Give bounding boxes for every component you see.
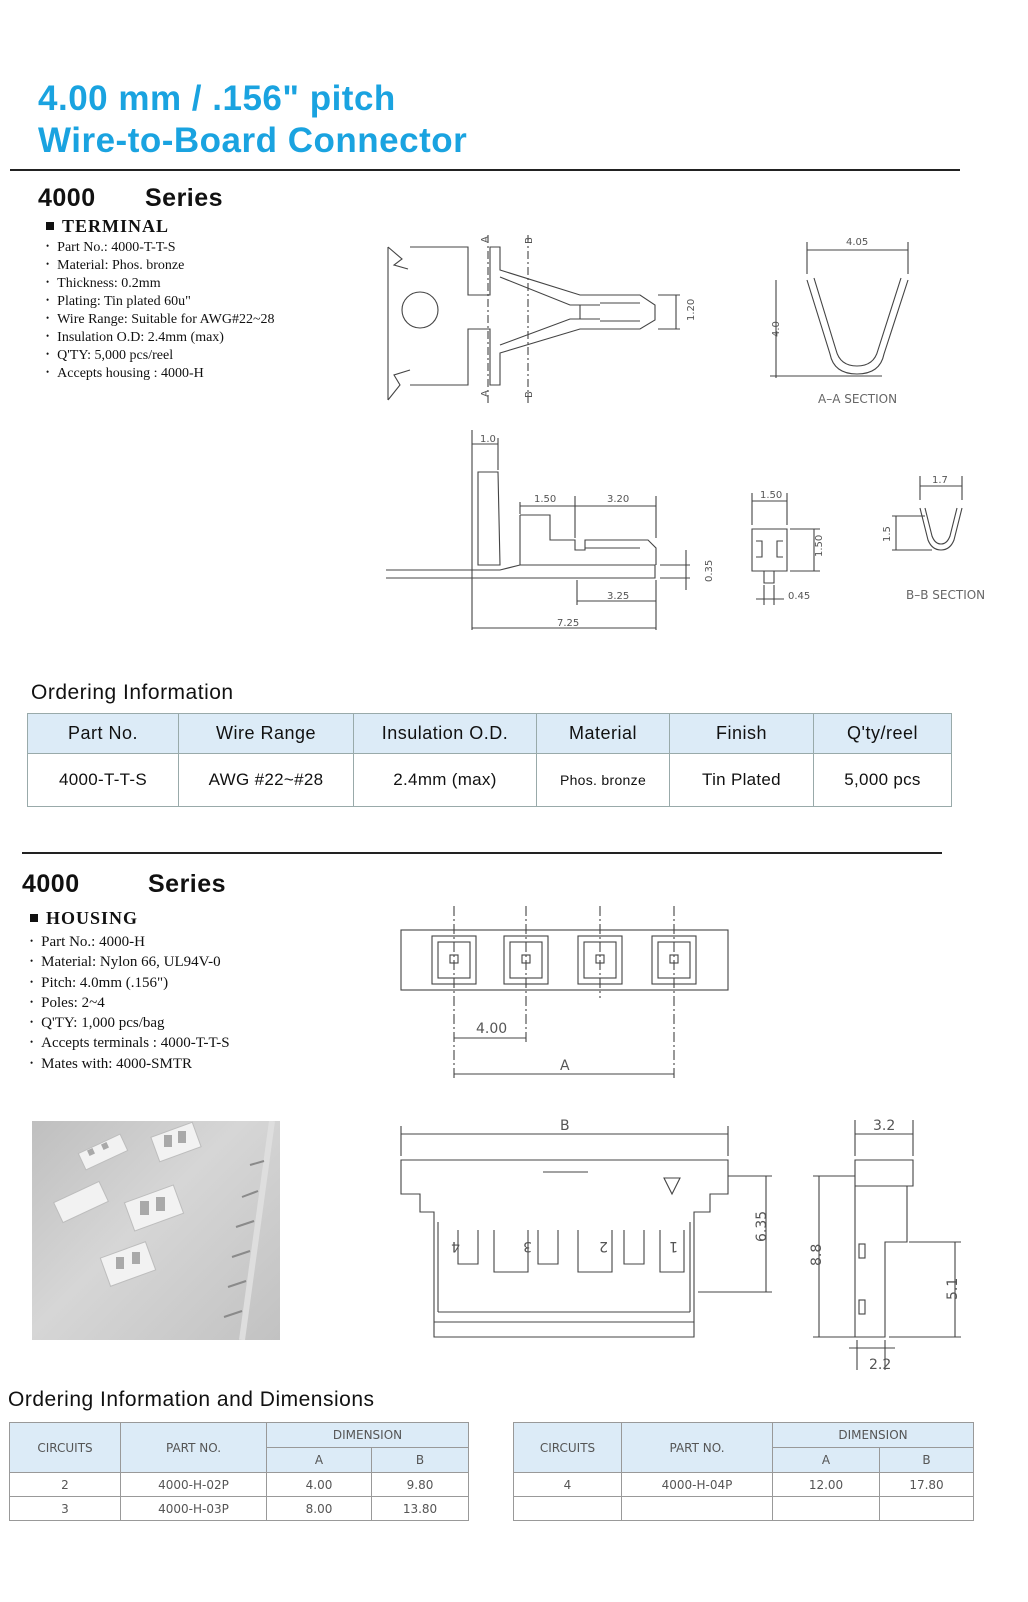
header-divider (10, 169, 960, 171)
dim-5-1-label: 5.1 (945, 1277, 961, 1300)
spec-item: • Mates with: 4000-SMTR (30, 1055, 230, 1075)
dim-1-50-label: 1.50 (534, 494, 557, 505)
aa-height-label: 4.0 (771, 321, 782, 337)
header-part-no: PART NO. (622, 1423, 773, 1473)
header-b: B (880, 1448, 974, 1473)
housing-spec-list (30, 933, 230, 1075)
header-circuits: CIRCUITS (10, 1423, 121, 1473)
housing-series-heading (22, 870, 226, 899)
header-finish: Finish (670, 714, 814, 754)
terminal-side-view-drawing (380, 430, 720, 635)
bullet-square-icon (46, 222, 54, 230)
spec-item: • Accepts housing : 4000-H (46, 365, 275, 383)
page-title (38, 78, 467, 162)
series-word: Series (148, 870, 227, 898)
end-view-1-50-top-label: 1.50 (760, 490, 783, 501)
terminal-spec-list (46, 239, 275, 383)
end-view-0-45-label: 0.45 (788, 591, 811, 602)
dim-1-0-label: 1.0 (480, 434, 496, 445)
dim-6-35-label: 6.35 (754, 1210, 770, 1242)
cell-circuits: 3 (10, 1497, 121, 1521)
series-number: 4000 (38, 184, 96, 212)
header-part-no: Part No. (28, 714, 179, 754)
table-row (10, 1473, 469, 1497)
header-dimension: DIMENSION (773, 1423, 974, 1448)
header-material: Material (537, 714, 670, 754)
aa-caption: A–A SECTION (818, 392, 898, 406)
bullet-square-icon (30, 914, 38, 922)
header-dimension: DIMENSION (267, 1423, 469, 1448)
spec-item: • Poles: 2~4 (30, 994, 230, 1014)
bb-caption: B–B SECTION (906, 588, 986, 602)
pin-2-label: 2 (599, 1238, 608, 1254)
dim-3-25-label: 3.25 (607, 591, 630, 602)
connector-photo-image (32, 1121, 280, 1340)
dim-7-25-label: 7.25 (557, 618, 580, 629)
terminal-top-view-drawing (380, 225, 710, 410)
spec-item: • Q'TY: 5,000 pcs/reel (46, 347, 275, 365)
aa-width-label: 4.05 (846, 237, 869, 248)
product-photo (32, 1121, 280, 1340)
spec-item: • Part No.: 4000-H (30, 933, 230, 953)
housing-heading-label: HOUSING (46, 908, 139, 928)
cell-circuits: 4 (514, 1473, 622, 1497)
header-a: A (773, 1448, 880, 1473)
terminal-heading-label: TERMINAL (62, 216, 170, 236)
spec-item: • Insulation O.D: 2.4mm (max) (46, 329, 275, 347)
header-b: B (372, 1448, 469, 1473)
spec-item: • Q'TY: 1,000 pcs/bag (30, 1014, 230, 1034)
spec-item: • Material: Phos. bronze (46, 257, 275, 275)
section-b-top-label: B (524, 237, 535, 244)
pin-3-label: 3 (523, 1238, 532, 1254)
cell-a (773, 1497, 880, 1521)
end-view-1-50-right-label: 1.50 (814, 534, 825, 557)
header-insulation: Insulation O.D. (354, 714, 537, 754)
pin-4-label: 4 (451, 1238, 460, 1254)
section-a-bottom-label: A (480, 390, 491, 397)
pin-1-label: 1 (669, 1238, 678, 1254)
bb-1-7-label: 1.7 (932, 475, 948, 486)
housing-subheading (30, 908, 138, 929)
title-line-1: 4.00 mm / .156" pitch (38, 79, 396, 118)
ordering-title: Ordering Information (31, 681, 234, 704)
bb-1-5-label: 1.5 (882, 526, 893, 542)
pitch-4-00-label: 4.00 (476, 1021, 508, 1037)
cell-finish: Tin Plated (670, 754, 814, 807)
cell-part-no: 4000-H-02P (121, 1473, 267, 1497)
dim-1-20-label: 1.20 (686, 298, 697, 321)
terminal-series-heading (38, 184, 223, 213)
table-row (10, 1497, 469, 1521)
table-row (514, 1497, 974, 1521)
spec-item: • Pitch: 4.0mm (.156") (30, 974, 230, 994)
cell-a: 8.00 (267, 1497, 372, 1521)
cell-part-no: 4000-T-T-S (28, 754, 179, 807)
section-a-top-label: A (480, 236, 491, 243)
series-word: Series (145, 184, 224, 212)
cell-part-no: 4000-H-03P (121, 1497, 267, 1521)
dim-3-20-label: 3.20 (607, 494, 630, 505)
cell-circuits (514, 1497, 622, 1521)
cell-part-no (622, 1497, 773, 1521)
header-wire-range: Wire Range (179, 714, 354, 754)
dimensions-title: Ordering Information and Dimensions (8, 1388, 375, 1411)
title-line-2: Wire-to-Board Connector (38, 121, 468, 160)
ordering-table (27, 713, 952, 807)
spec-item: • Thickness: 0.2mm (46, 275, 275, 293)
section-b-bottom-label: B (524, 391, 535, 398)
spec-item: • Plating: Tin plated 60u" (46, 293, 275, 311)
spec-item: • Wire Range: Suitable for AWG#22~28 (46, 311, 275, 329)
dim-b-label: B (560, 1118, 570, 1134)
terminal-end-view-drawing (740, 485, 850, 610)
housing-side-view-drawing (805, 1112, 975, 1372)
cell-b: 13.80 (372, 1497, 469, 1521)
cell-a: 4.00 (267, 1473, 372, 1497)
section-divider (22, 852, 942, 854)
spec-item: • Material: Nylon 66, UL94V-0 (30, 953, 230, 973)
cell-material: Phos. bronze (537, 754, 670, 807)
cell-b: 17.80 (880, 1473, 974, 1497)
dim-3-2-label: 3.2 (873, 1118, 896, 1134)
dim-2-2-label: 2.2 (869, 1357, 892, 1373)
cell-qty: 5,000 pcs (814, 754, 952, 807)
terminal-subheading (46, 216, 169, 237)
housing-front-view-drawing (398, 1112, 788, 1342)
header-part-no: PART NO. (121, 1423, 267, 1473)
dim-a-label: A (560, 1058, 570, 1074)
table-row (514, 1473, 974, 1497)
cell-a: 12.00 (773, 1473, 880, 1497)
series-number: 4000 (22, 870, 80, 898)
dim-0-35-label: 0.35 (704, 559, 715, 582)
cell-b: 9.80 (372, 1473, 469, 1497)
dim-8-8-label: 8.8 (809, 1243, 825, 1266)
bb-section-drawing (870, 470, 1000, 610)
cell-b (880, 1497, 974, 1521)
dimensions-table-left (9, 1422, 469, 1521)
header-circuits: CIRCUITS (514, 1423, 622, 1473)
cell-wire-range: AWG #22~#28 (179, 754, 354, 807)
table-row (28, 754, 952, 807)
cell-circuits: 2 (10, 1473, 121, 1497)
cell-insulation: 2.4mm (max) (354, 754, 537, 807)
spec-item: • Part No.: 4000-T-T-S (46, 239, 275, 257)
dimensions-table-right (513, 1422, 974, 1521)
aa-section-drawing (762, 232, 912, 412)
header-qty-reel: Q'ty/reel (814, 714, 952, 754)
ordering-header-row (28, 714, 952, 754)
header-a: A (267, 1448, 372, 1473)
housing-top-view-drawing (398, 902, 738, 1082)
cell-part-no: 4000-H-04P (622, 1473, 773, 1497)
spec-item: • Accepts terminals : 4000-T-T-S (30, 1034, 230, 1054)
